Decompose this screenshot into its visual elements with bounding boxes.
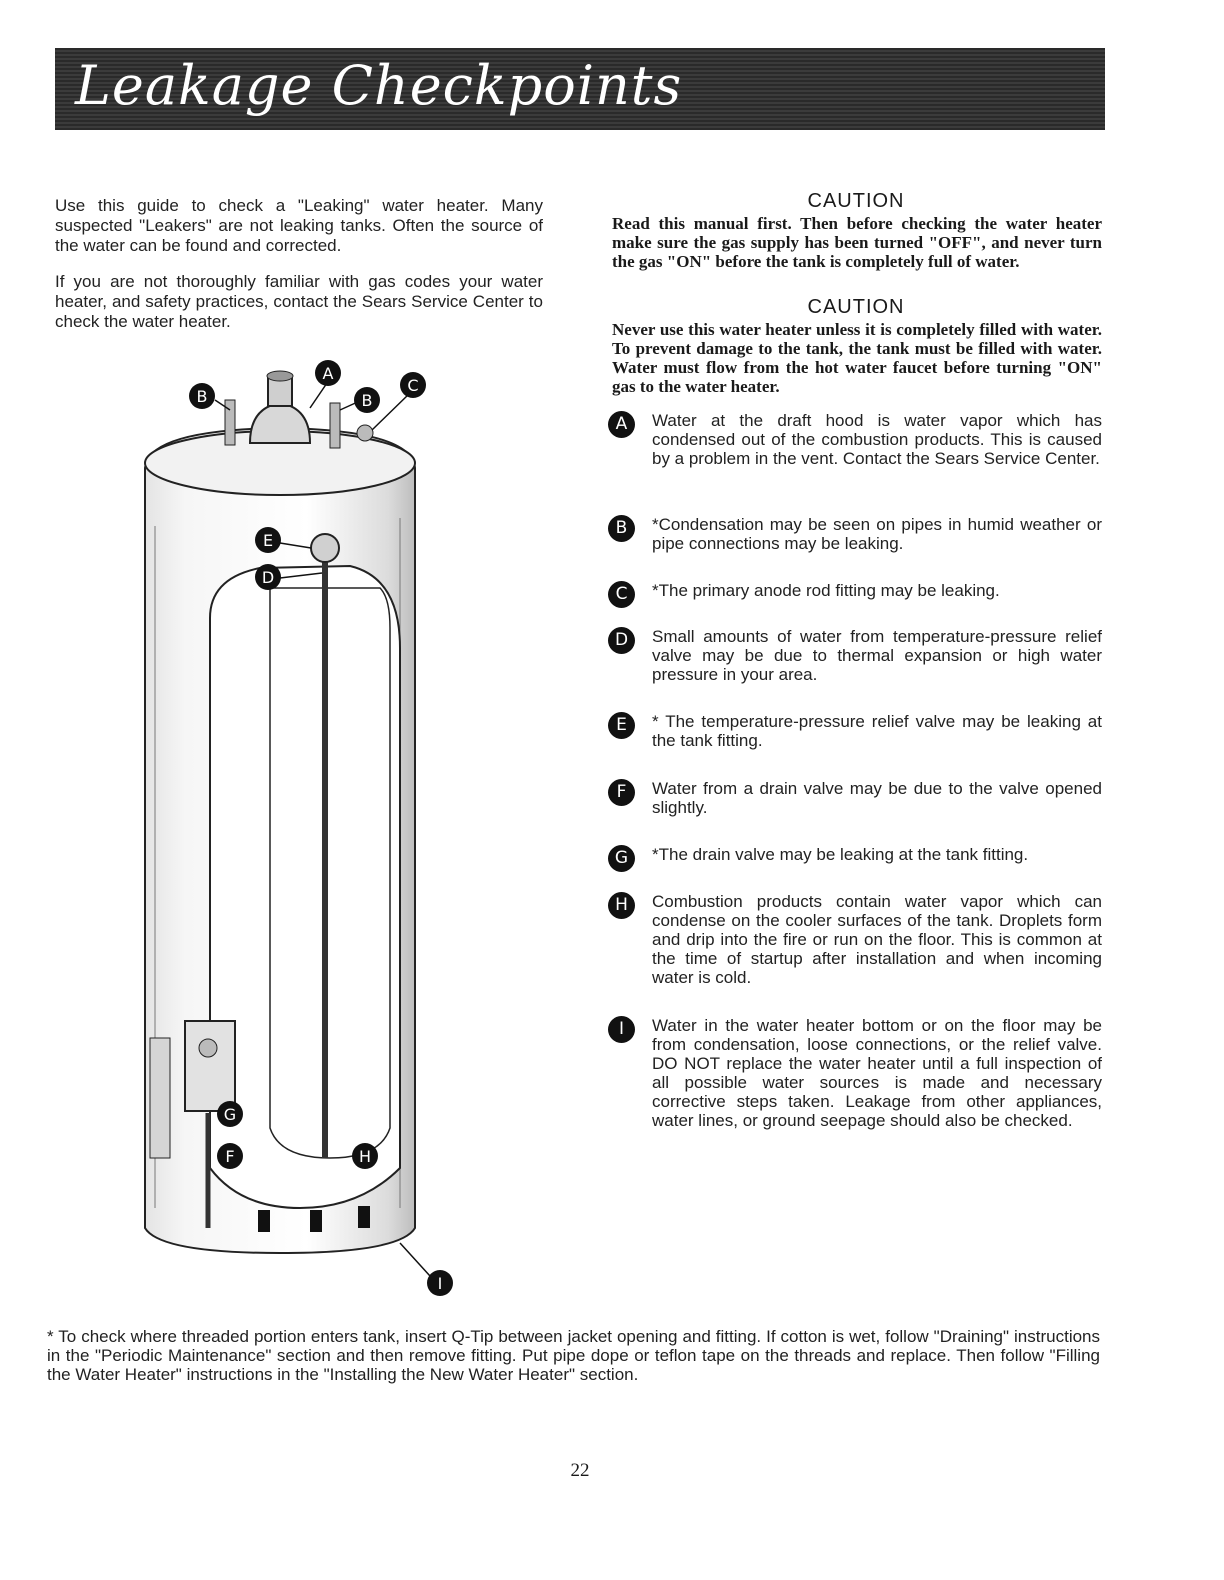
checkpoint-f-text: Water from a drain valve may be due to the valve opened slightly.	[652, 779, 1102, 817]
callout-h	[352, 1143, 378, 1169]
checkpoint-i-badge: I	[608, 1016, 635, 1043]
intro-paragraph-2: If you are not thoroughly familiar with gas codes your water heater, and safety practices, contact the Sears Service Center to check the water heater.	[55, 272, 543, 331]
checkpoint-e-badge: E	[608, 712, 635, 739]
checkpoint-g-badge: G	[608, 845, 635, 872]
checkpoint-e-text: * The temperature-pressure relief valve may be leaking at the tank fitting.	[652, 712, 1102, 750]
callout-f	[217, 1143, 243, 1169]
callout-f-label: F	[225, 1147, 235, 1166]
checkpoint-f	[608, 779, 1102, 817]
callout-b-right	[354, 387, 380, 413]
checkpoint-d-badge: D	[608, 627, 635, 654]
checkpoint-g-text: *The drain valve may be leaking at the tank fitting.	[652, 845, 1029, 864]
callout-g	[217, 1101, 243, 1127]
checkpoint-h	[608, 892, 1102, 987]
checkpoint-a-badge: A	[608, 411, 635, 438]
callout-d-label: D	[261, 568, 275, 587]
callout-c	[400, 372, 426, 398]
callout-h-label: H	[358, 1147, 372, 1166]
checkpoint-b	[608, 515, 1102, 553]
caution-text-1: Read this manual first. Then before checking the water heater make sure the gas supply has been turned "OFF", and never turn the gas "ON" before the tank is completely full of water.	[612, 214, 1102, 271]
checkpoint-h-badge: H	[608, 892, 635, 919]
footnote: * To check where threaded portion enters tank, insert Q-Tip between jacket opening and fitting. If cotton is wet, follow "Draining" instructions in the "Periodic Maintenance" section and then remove fitting. Put pipe dope or teflon tape on the threads and replace. Then follow "Filling the Water Heater" instructions in the "Installing the New Water Heater" section.	[47, 1327, 1100, 1384]
caution-heading-1: CAUTION	[807, 190, 905, 212]
checkpoint-a	[608, 411, 1102, 468]
checkpoint-b-text: *Condensation may be seen on pipes in humid weather or pipe connections may be leaking.	[652, 515, 1102, 553]
callout-a	[315, 360, 341, 386]
checkpoint-d	[608, 627, 1102, 684]
title-banner	[55, 48, 1105, 130]
callout-b-left-label: B	[196, 387, 208, 406]
callout-c-label: C	[407, 376, 419, 395]
page-title: Leakage Checkpoints	[75, 54, 683, 117]
checkpoint-d-text: Small amounts of water from temperature-pressure relief valve may be due to thermal expansion or high water pressure in your area.	[652, 627, 1102, 684]
checkpoint-c-badge: C	[608, 581, 635, 608]
checkpoint-a-text: Water at the draft hood is water vapor which has condensed out of the combustion products. This is caused by a problem in the vent. Contact the Sears Service Center.	[652, 411, 1102, 468]
callout-a-label: A	[322, 364, 334, 383]
checkpoint-g	[608, 845, 1102, 868]
checkpoint-h-text: Combustion products contain water vapor which can condense on the cooler surfaces of the tank. Droplets form and drip into the fire or run on the floor. This is common at the time of startup after installation and when incoming water is cold.	[652, 892, 1102, 987]
checkpoint-i-text: Water in the water heater bottom or on the floor may be from condensation, loose connections, or the relief valve. DO NOT replace the water heater until a full inspection of all possible water sources is made and necessary corrective steps taken. Leakage from other appliances, water lines, or ground seepage should also be checked.	[652, 1016, 1102, 1130]
callout-e	[255, 527, 281, 553]
callout-i	[427, 1270, 453, 1296]
page-number: 22	[570, 1460, 590, 1481]
callout-d	[255, 564, 281, 590]
checkpoint-b-badge: B	[608, 515, 635, 542]
intro-paragraph-1: Use this guide to check a "Leaking" water heater. Many suspected "Leakers" are not leaking tanks. Often the source of the water can be found and corrected.	[55, 196, 543, 255]
checkpoint-i	[608, 1016, 1102, 1130]
checkpoint-f-badge: F	[608, 779, 635, 806]
caution-heading-2: CAUTION	[807, 296, 905, 318]
callout-i-label: I	[437, 1274, 443, 1293]
checkpoint-c	[608, 581, 1102, 604]
checkpoint-c-text: *The primary anode rod fitting may be leaking.	[652, 581, 1000, 600]
checkpoint-e	[608, 712, 1102, 750]
caution-text-2: Never use this water heater unless it is completely filled with water. To prevent damage to the tank, the tank must be filled with water. Water must flow from the hot water faucet before turning "ON" gas to the water heater.	[612, 320, 1102, 396]
callout-b-right-label: B	[361, 391, 373, 410]
callout-e-label: E	[262, 531, 274, 550]
callout-b-left	[189, 383, 215, 409]
water-heater-diagram	[100, 348, 470, 1298]
callout-g-label: G	[223, 1105, 237, 1124]
